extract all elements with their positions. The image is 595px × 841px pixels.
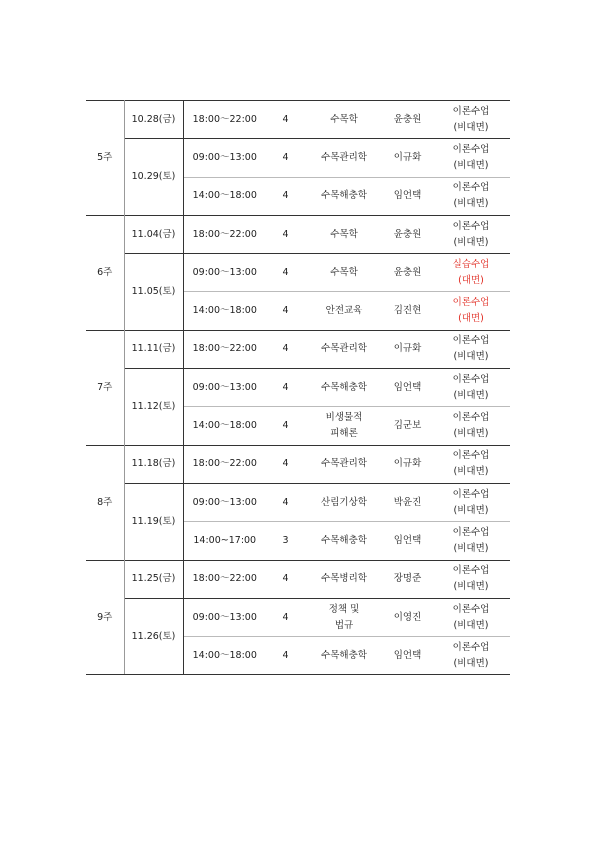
teacher-cell: 이규화: [383, 139, 432, 177]
teacher-cell: 이규화: [383, 445, 432, 483]
teacher-cell: 윤충원: [383, 101, 432, 139]
class-type-cell: 이론수업 (비대면): [432, 177, 510, 215]
table-row: [86, 139, 510, 177]
teacher-cell: 박윤진: [383, 483, 432, 521]
hours-cell: 4: [266, 292, 305, 330]
teacher-cell: 이영진: [383, 598, 432, 636]
date-cell: 11.12(토): [124, 369, 183, 446]
class-type-cell: 이론수업 (비대면): [432, 330, 510, 368]
subject-cell: 안전교육: [305, 292, 383, 330]
teacher-cell: 김군보: [383, 407, 432, 445]
teacher-cell: 임언택: [383, 522, 432, 560]
date-cell: 11.04(금): [124, 215, 183, 253]
table-row: [86, 560, 510, 598]
week-label: 6주: [86, 215, 124, 330]
table-row: [86, 101, 510, 139]
class-type-cell: 이론수업 (대면): [432, 292, 510, 330]
week-label: 9주: [86, 560, 124, 675]
time-cell: 09:00～13:00: [183, 139, 266, 177]
subject-cell: 수목학: [305, 101, 383, 139]
class-type-cell: 이론수업 (비대면): [432, 560, 510, 598]
class-type-cell: 이론수업 (비대면): [432, 407, 510, 445]
teacher-cell: 김진현: [383, 292, 432, 330]
time-cell: 09:00～13:00: [183, 254, 266, 292]
subject-cell: 수목관리학: [305, 330, 383, 368]
time-cell: 18:00～22:00: [183, 445, 266, 483]
table-row: [86, 483, 510, 521]
class-type-cell: 이론수업 (비대면): [432, 215, 510, 253]
time-cell: 14:00～18:00: [183, 292, 266, 330]
time-cell: 18:00～22:00: [183, 101, 266, 139]
teacher-cell: 임언택: [383, 637, 432, 675]
teacher-cell: 윤충원: [383, 215, 432, 253]
hours-cell: 4: [266, 483, 305, 521]
class-type-cell: 이론수업 (비대면): [432, 445, 510, 483]
hours-cell: 4: [266, 215, 305, 253]
table-row: [86, 330, 510, 368]
subject-cell: 수목관리학: [305, 139, 383, 177]
class-type-cell: 이론수업 (비대면): [432, 369, 510, 407]
date-cell: 11.25(금): [124, 560, 183, 598]
table-row: [86, 598, 510, 636]
subject-cell: 수목해충학: [305, 177, 383, 215]
week-label: 8주: [86, 445, 124, 560]
subject-cell: 수목해충학: [305, 637, 383, 675]
subject-cell: 수목해충학: [305, 369, 383, 407]
subject-cell: 비생물적 피해론: [305, 407, 383, 445]
class-type-cell: 이론수업 (비대면): [432, 101, 510, 139]
subject-cell: 수목해충학: [305, 522, 383, 560]
date-cell: 11.26(토): [124, 598, 183, 675]
schedule-body: [86, 101, 510, 675]
week-label: 5주: [86, 101, 124, 216]
hours-cell: 4: [266, 407, 305, 445]
class-type-cell: 이론수업 (비대면): [432, 637, 510, 675]
hours-cell: 4: [266, 101, 305, 139]
hours-cell: 4: [266, 369, 305, 407]
hours-cell: 4: [266, 139, 305, 177]
hours-cell: 4: [266, 598, 305, 636]
subject-cell: 수목학: [305, 254, 383, 292]
time-cell: 09:00～13:00: [183, 369, 266, 407]
subject-cell: 수목학: [305, 215, 383, 253]
teacher-cell: 임언택: [383, 369, 432, 407]
time-cell: 14:00～18:00: [183, 407, 266, 445]
class-type-cell: 실습수업 (대면): [432, 254, 510, 292]
table-row: [86, 369, 510, 407]
time-cell: 14:00～18:00: [183, 177, 266, 215]
date-cell: 11.11(금): [124, 330, 183, 368]
time-cell: 18:00～22:00: [183, 215, 266, 253]
table-row: [86, 215, 510, 253]
hours-cell: 4: [266, 637, 305, 675]
time-cell: 09:00～13:00: [183, 483, 266, 521]
class-type-cell: 이론수업 (비대면): [432, 483, 510, 521]
date-cell: 11.19(토): [124, 483, 183, 560]
table-row: [86, 254, 510, 292]
subject-cell: 수목관리학: [305, 445, 383, 483]
time-cell: 18:00～22:00: [183, 330, 266, 368]
class-type-cell: 이론수업 (비대면): [432, 139, 510, 177]
teacher-cell: 장명준: [383, 560, 432, 598]
teacher-cell: 윤충원: [383, 254, 432, 292]
schedule-table: [86, 100, 510, 675]
date-cell: 11.18(금): [124, 445, 183, 483]
teacher-cell: 이규화: [383, 330, 432, 368]
subject-cell: 정책 및 법규: [305, 598, 383, 636]
date-cell: 11.05(토): [124, 254, 183, 331]
hours-cell: 4: [266, 560, 305, 598]
hours-cell: 4: [266, 445, 305, 483]
class-type-cell: 이론수업 (비대면): [432, 598, 510, 636]
time-cell: 18:00～22:00: [183, 560, 266, 598]
time-cell: 14:00~17:00: [183, 522, 266, 560]
hours-cell: 3: [266, 522, 305, 560]
subject-cell: 수목병리학: [305, 560, 383, 598]
table-row: [86, 445, 510, 483]
time-cell: 14:00～18:00: [183, 637, 266, 675]
date-cell: 10.28(금): [124, 101, 183, 139]
time-cell: 09:00～13:00: [183, 598, 266, 636]
hours-cell: 4: [266, 330, 305, 368]
subject-cell: 산림기상학: [305, 483, 383, 521]
hours-cell: 4: [266, 177, 305, 215]
hours-cell: 4: [266, 254, 305, 292]
teacher-cell: 임언택: [383, 177, 432, 215]
week-label: 7주: [86, 330, 124, 445]
class-type-cell: 이론수업 (비대면): [432, 522, 510, 560]
date-cell: 10.29(토): [124, 139, 183, 216]
